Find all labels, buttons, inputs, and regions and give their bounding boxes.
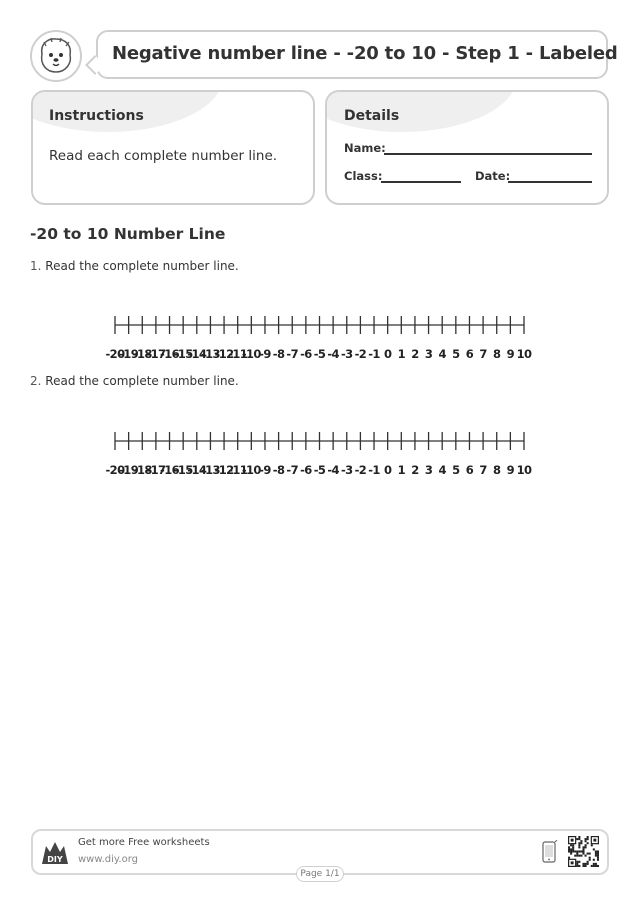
tick-label: 2 <box>411 463 419 477</box>
page-indicator: Page 1/1 <box>296 866 344 882</box>
class-label: Class: <box>344 169 383 183</box>
tick-label: -6 <box>300 463 312 477</box>
tick-label: -2 <box>354 347 367 361</box>
number-line-1 <box>0 300 640 370</box>
tick-label: -14 <box>187 347 207 361</box>
details-title: Details <box>344 108 400 124</box>
phone-app-icon <box>542 840 558 864</box>
tick-label: 9 <box>506 463 515 477</box>
tick-label: 2 <box>411 347 419 361</box>
diy-logo[interactable] <box>40 838 70 868</box>
tick-label: -19 <box>119 463 139 477</box>
tick-label: 5 <box>452 463 460 477</box>
tick-label: -16 <box>160 347 180 361</box>
question-text: Read the complete number line. <box>45 374 239 388</box>
mascot-avatar <box>30 30 82 82</box>
tick-label: -6 <box>300 347 312 361</box>
tick-label: -7 <box>286 347 299 361</box>
details-card <box>325 90 609 205</box>
tick-label: -11 <box>228 347 248 361</box>
question-number: 1. <box>30 259 42 273</box>
tick-label: -15 <box>173 347 193 361</box>
tick-label: 1 <box>397 463 405 477</box>
date-label: Date: <box>475 169 511 183</box>
tick-label: -8 <box>272 463 285 477</box>
tick-label: 6 <box>465 463 474 477</box>
diy-logo-icon <box>40 838 70 868</box>
instructions-title: Instructions <box>49 108 144 124</box>
tick-label: -4 <box>327 347 339 361</box>
footer-promo-text: Get more Free worksheets <box>78 837 210 848</box>
name-label: Name: <box>344 141 386 155</box>
tick-label: -12 <box>214 463 234 477</box>
tick-label: -5 <box>313 463 326 477</box>
tick-label: -1 <box>368 347 380 361</box>
question-2 <box>30 374 239 388</box>
tick-label: -20 <box>105 347 125 361</box>
tick-label: -2 <box>354 463 367 477</box>
tick-label: -13 <box>200 463 220 477</box>
number-line-axis <box>0 416 640 456</box>
tick-label: -4 <box>327 463 339 477</box>
tick-label: -8 <box>272 347 285 361</box>
date-field[interactable] <box>508 181 592 183</box>
footer-url[interactable]: www.diy.org <box>78 854 138 865</box>
tick-label: 0 <box>383 463 392 477</box>
tick-label: 7 <box>479 463 487 477</box>
tick-label: 1 <box>397 347 405 361</box>
tick-label: -7 <box>286 463 299 477</box>
tick-label: -17 <box>146 347 166 361</box>
tick-label: -15 <box>173 463 193 477</box>
tick-label: 7 <box>479 347 487 361</box>
number-line-2 <box>0 416 640 486</box>
tick-label: 9 <box>506 347 515 361</box>
section-title: -20 to 10 Number Line <box>30 225 226 243</box>
tick-label: -16 <box>160 463 180 477</box>
mascot-face-icon <box>32 32 80 80</box>
tick-label: -12 <box>214 347 234 361</box>
tick-label: -19 <box>119 347 139 361</box>
tick-label: -3 <box>340 347 353 361</box>
class-field[interactable] <box>381 181 461 183</box>
tick-label: -20 <box>105 463 125 477</box>
question-number: 2. <box>30 374 42 388</box>
instructions-text: Read each complete number line. <box>49 148 278 164</box>
tick-label: -9 <box>259 347 271 361</box>
name-field[interactable] <box>384 153 592 155</box>
tick-label: 5 <box>452 347 460 361</box>
tick-label: -11 <box>228 463 248 477</box>
tick-label: 8 <box>493 347 501 361</box>
tick-label: -3 <box>340 463 353 477</box>
tick-label: -14 <box>187 463 207 477</box>
tick-label: 6 <box>465 347 474 361</box>
page-title: Negative number line - -20 to 10 - Step 1 - Labeled <box>112 43 618 64</box>
instructions-card <box>31 90 315 205</box>
tick-label: 8 <box>493 463 501 477</box>
tick-label: 3 <box>424 463 433 477</box>
tick-label: -10 <box>241 347 261 361</box>
tick-label: 3 <box>424 347 433 361</box>
qr-code-icon[interactable] <box>568 836 599 867</box>
tick-label: -10 <box>241 463 261 477</box>
question-text: Read the complete number line. <box>45 259 239 273</box>
diy-logo-text: DIY <box>47 855 63 864</box>
tick-label: -13 <box>200 347 220 361</box>
tick-label: -5 <box>313 347 326 361</box>
tick-label: -18 <box>132 347 152 361</box>
tick-label: 4 <box>438 463 446 477</box>
tick-label: 0 <box>383 347 392 361</box>
tick-label: 10 <box>516 347 532 361</box>
tick-label: -1 <box>368 463 380 477</box>
tick-label: 4 <box>438 347 446 361</box>
number-line-axis <box>0 300 640 340</box>
tick-label: -17 <box>146 463 166 477</box>
tick-label: -18 <box>132 463 152 477</box>
question-1 <box>30 259 239 273</box>
tick-label: 10 <box>516 463 532 477</box>
tick-label: -9 <box>259 463 271 477</box>
